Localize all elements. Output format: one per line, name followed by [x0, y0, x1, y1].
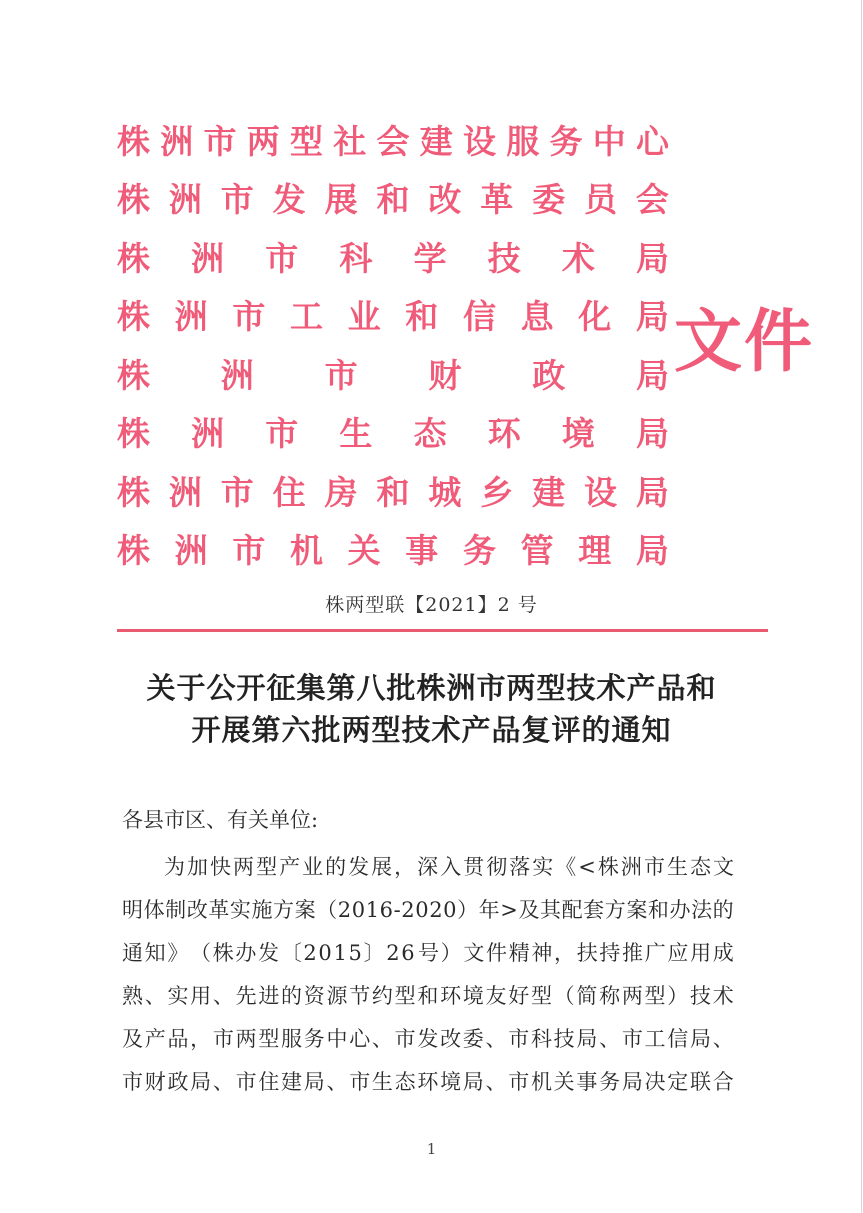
- body-line: 熟 、 实 用 、 先 进 的 资 源 节 约 型 和 环 境 友 好 型 （ 简 称 两 型 ） 技 术: [122, 984, 734, 1008]
- issuer-line: 株 洲 市 住 房 和 城 乡 建 设 局: [117, 472, 669, 512]
- issuer-line: 株 洲 市 科 学 技 术 局: [117, 238, 669, 278]
- document-number: 株两型联【2021】2 号: [325, 594, 538, 616]
- body-line: 明 体 制 改 革 实 施 方 案 （ 2 0 1 6 - 2 0 2 0 ） 年 > 及 其 配 套 方 案 和 办 法 的: [122, 898, 734, 922]
- document-title: [0, 667, 863, 751]
- document-label: 文件: [674, 302, 815, 382]
- body-line: 为 加 快 两 型 产 业 的 发 展 ， 深 入 贯 彻 落 实 《 < 株 洲 市 生 态 文: [164, 855, 734, 879]
- issuer-line: 株 洲 市 两 型 社 会 建 设 服 务 中 心: [117, 121, 669, 161]
- red-divider: [117, 629, 768, 632]
- issuer-line: 株 洲 市 发 展 和 改 革 委 员 会: [117, 180, 669, 220]
- issuer-line: 株 洲 市 财 政 局: [117, 355, 669, 395]
- title-line: 开展第六批两型技术产品复评的通知: [191, 713, 672, 747]
- page-number: 1: [426, 1140, 437, 1158]
- issuer-list: [117, 112, 669, 580]
- issuer-line: 株 洲 市 工 业 和 信 息 化 局: [117, 297, 669, 337]
- title-line: 关于公开征集第八批株洲市两型技术产品和: [146, 671, 717, 705]
- issuer-line: 株 洲 市 生 态 环 境 局: [117, 414, 669, 454]
- body-text: [122, 846, 734, 1104]
- body-line: 通 知 》 （ 株 办 发 〔 2 0 1 5 〕 2 6 号 ） 文 件 精 神 ， 扶 持 推 广 应 用 成: [122, 941, 734, 965]
- salutation: 各县市区、有关单位:: [122, 808, 319, 832]
- body-line: 及 产 品 ， 市 两 型 服 务 中 心 、 市 发 改 委 、 市 科 技 局 、 市 工 信 局 、: [122, 1027, 734, 1051]
- body-line: 市 财 政 局 、 市 住 建 局 、 市 生 态 环 境 局 、 市 机 关 事 务 局 决 定 联 合: [122, 1070, 734, 1094]
- issuer-line: 株 洲 市 机 关 事 务 管 理 局: [117, 531, 669, 571]
